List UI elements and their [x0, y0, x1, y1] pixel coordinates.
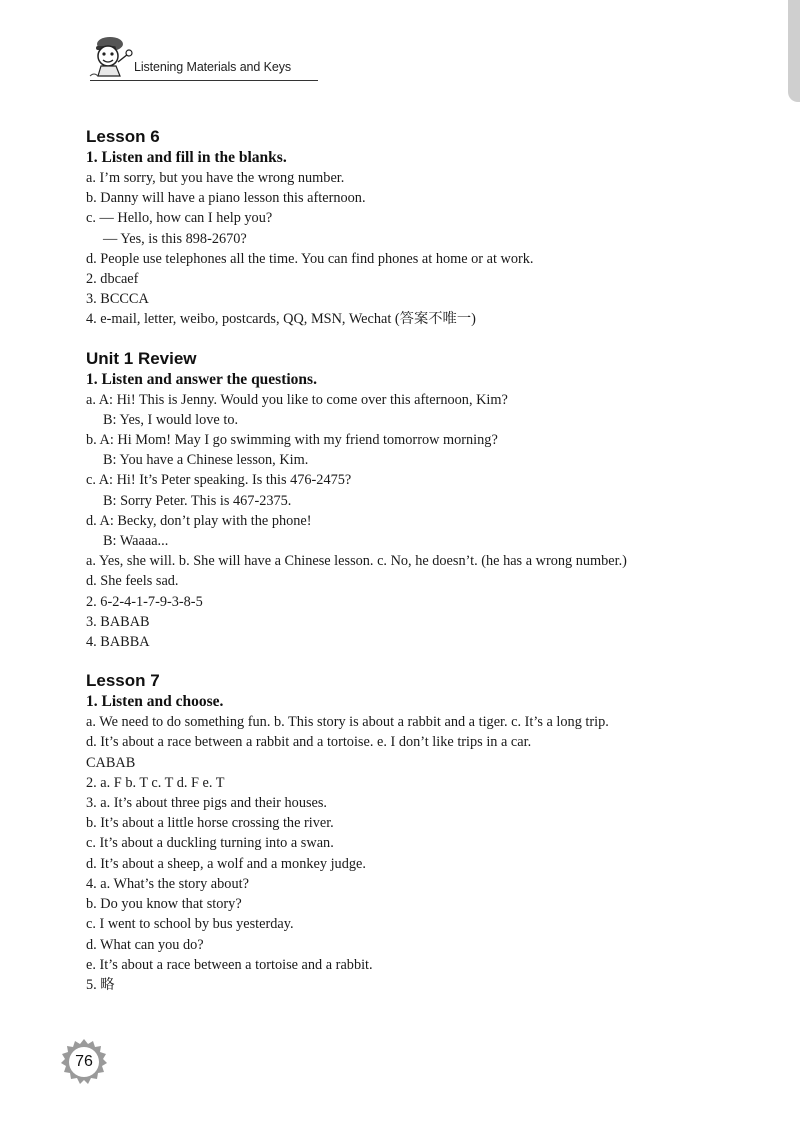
answer-line: 2. 6-2-4-1-7-9-3-8-5	[86, 593, 203, 610]
answer-line: d. She feels sad.	[86, 573, 179, 590]
header-title: Listening Materials and Keys	[134, 60, 292, 74]
answer-line: d. A: Becky, don’t play with the phone!	[86, 512, 312, 529]
answer-line: a. A: Hi! This is Jenny. Would you like to come over this afternoon, Kim?	[86, 391, 508, 408]
answer-line: c. — Hello, how can I help you?	[86, 210, 273, 227]
answer-line: a. Yes, she will. b. She will have a Chinese lesson. c. No, he doesn’t. (he has a wrong number.)	[86, 553, 627, 570]
answer-line: d. People use telephones all the time. You can find phones at home or at work.	[86, 250, 534, 267]
answer-line: a. I’m sorry, but you have the wrong number.	[86, 170, 345, 186]
section-unit-1-review	[86, 348, 736, 653]
answer-line: 4. a. What’s the story about?	[86, 875, 249, 892]
answer-line: 4. e-mail, letter, weibo, postcards, QQ, MSN, Wechat (答案不唯一)	[86, 311, 476, 328]
answer-line: a. We need to do something fun. b. This story is about a rabbit and a tiger. c. It’s a long trip.	[86, 714, 609, 731]
page-number: 76	[75, 1053, 93, 1070]
section-lesson-6	[86, 126, 736, 330]
answer-line: 2. a. F b. T c. T d. F e. T	[86, 774, 225, 791]
answer-line: B: Sorry Peter. This is 467-2375.	[103, 492, 292, 509]
answer-line: 5. 略	[86, 976, 115, 993]
answer-line: e. It’s about a race between a tortoise and a rabbit.	[86, 956, 373, 973]
section-subheading: 1. Listen and answer the questions.	[86, 370, 317, 388]
header-rule	[90, 80, 318, 81]
answer-line: B: Waaaa...	[103, 533, 169, 550]
answer-line: c. A: Hi! It’s Peter speaking. Is this 476-2475?	[86, 472, 352, 489]
answer-line: c. It’s about a duckling turning into a swan.	[86, 835, 334, 852]
answer-line: b. A: Hi Mom! May I go swimming with my friend tomorrow morning?	[86, 432, 498, 449]
cartoon-boy-icon	[84, 32, 140, 80]
answer-line: — Yes, is this 898-2670?	[103, 230, 247, 247]
answer-line: d. What can you do?	[86, 936, 204, 953]
answer-line: B: You have a Chinese lesson, Kim.	[103, 452, 309, 469]
answer-line: 2. dbcaef	[86, 271, 139, 288]
page-header	[84, 32, 324, 82]
answer-line: B: Yes, I would love to.	[103, 411, 239, 428]
section-subheading: 1. Listen and choose.	[86, 693, 224, 711]
answer-line: 3. BCCCA	[86, 291, 149, 308]
section-title: Lesson 7	[86, 671, 160, 691]
section-subheading: 1. Listen and fill in the blanks.	[86, 149, 287, 166]
answer-line: b. Do you know that story?	[86, 896, 242, 913]
section-title: Lesson 6	[86, 127, 160, 146]
answer-line: CABAB	[86, 754, 136, 771]
answer-line: 3. a. It’s about three pigs and their houses.	[86, 795, 328, 812]
answer-line: c. I went to school by bus yesterday.	[86, 916, 294, 933]
answer-line: b. It’s about a little horse crossing the river.	[86, 815, 334, 832]
answer-line: b. Danny will have a piano lesson this afternoon.	[86, 190, 366, 207]
answer-line: 3. BABAB	[86, 613, 150, 630]
answer-line: d. It’s about a race between a rabbit and a tortoise. e. I don’t like trips in a car.	[86, 734, 532, 751]
answer-line: d. It’s about a sheep, a wolf and a monkey judge.	[86, 855, 366, 872]
page-edge-tab	[788, 0, 800, 102]
section-title: Unit 1 Review	[86, 348, 197, 368]
answer-key-content	[86, 126, 736, 1013]
section-lesson-7	[86, 670, 736, 995]
answer-line: 4. BABBA	[86, 634, 150, 651]
page-number-badge	[60, 1038, 108, 1086]
